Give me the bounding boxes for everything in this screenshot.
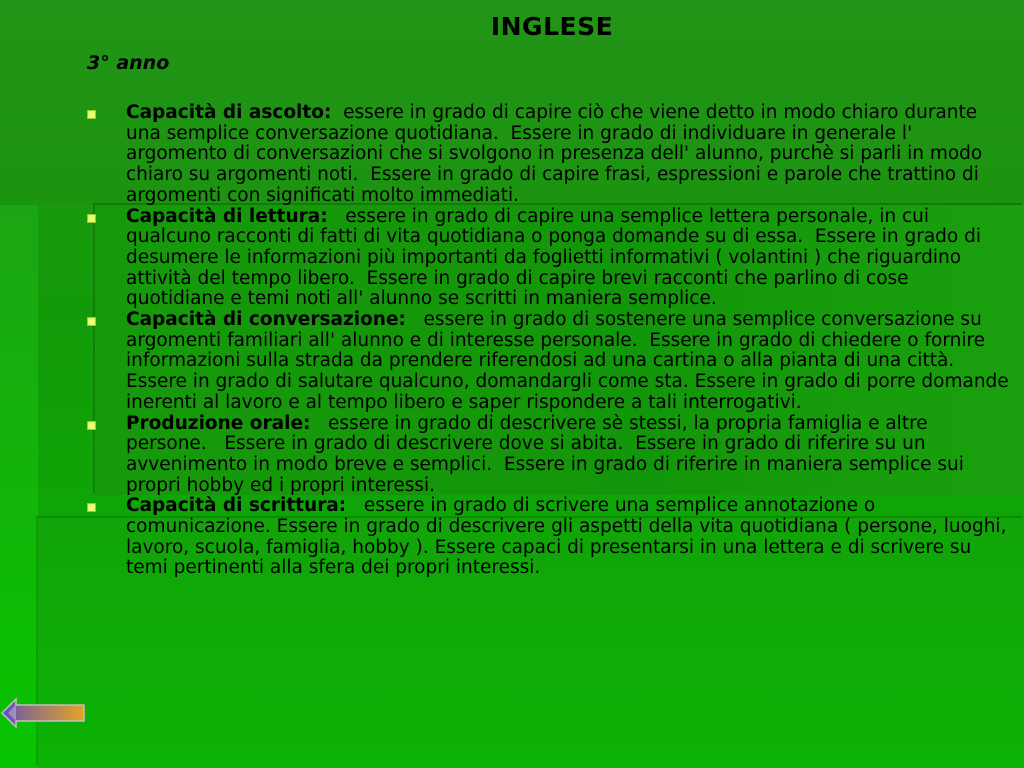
bullet-label: Capacità di conversazione: [126,309,406,331]
bullet-text: essere in grado di scrivere una semplice annotazione o comunicazione. Essere in grado di descrivere gli aspetti della vita quotidiana ( persone, luoghi, lavoro, scuola, famiglia, hobby ). Essere capaci di presentarsi in una lettera e di scrivere su temi pertinenti alla sfera dei propri interessi. [126,495,1013,579]
bullet-square-icon [87,214,96,223]
slide-title: INGLESE [490,12,614,41]
slide-subtitle: 3° anno [87,52,170,74]
bullet-label: Capacità di ascolto: [126,102,332,123]
bullet-square-icon [87,110,96,119]
back-navigation-button[interactable] [0,697,86,729]
bullet-square-icon [87,317,96,326]
background-strip-left [0,205,38,768]
bullet-item-conversazione [87,309,1015,414]
bullet-label: Capacità di scrittura: [126,495,347,517]
bullet-item-ascolto [87,103,1012,207]
bullet-text: essere in grado di sostenere una semplice conversazione su argomenti familiari all' alunno e di interesse personale. Essere in grado di chiedere o fornire informazioni sulla strada da prendere riferendosi ad una cartina o alla pianta di una città. Essere in grado di salutare qualcuno, domandargli come sta. Essere in grado di porre domande inerenti al lavoro e al tempo libero e saper rispondere a tali interrogativi. [126,309,1015,413]
bullet-list [87,102,1015,579]
bullet-text: essere in grado di capire ciò che viene detto in modo chiaro durante una semplice conversazione quotidiana. Essere in grado di individuare in generale l' argomento di conversazioni che si svolgono in presenza dell' alunno, purchè si parli in modo chiaro su argomenti noti. Essere in grado di capire frasi, espressioni e parole che trattino di argomenti con significati molto immediati. [126,102,989,206]
bullet-item-produzione-orale [87,414,1012,497]
bullet-item-scrittura [87,496,1012,579]
bullet-label: Capacità di lettura: [126,205,328,227]
back-arrow-icon [0,697,86,729]
bullet-square-icon [87,421,96,430]
bullet-text: essere in grado di descrivere sè stessi, la propria famiglia e altre persone. Essere in grado di descrivere dove si abita. Essere in grado di riferire su un avvenimento in modo breve e semplici. Essere in grado di riferire in maniera semplice sui propri hobby ed i propri interessi. [126,412,970,496]
bullet-label: Produzione orale: [126,412,311,434]
bullet-item-lettura [87,207,1012,311]
bullet-text: essere in grado di capire una semplice lettera personale, in cui qualcuno racconti di fatti di vita quotidiana o ponga domande su di essa. Essere in grado di desumere le informazioni più importanti da foglietti informativi ( volantini ) che riguardino attività del tempo libero. Essere in grado di capire brevi racconti che parlino di cose quotidiane e temi noti all' alunno se scritti in maniera semplice. [126,205,987,310]
bullet-square-icon [87,503,96,512]
